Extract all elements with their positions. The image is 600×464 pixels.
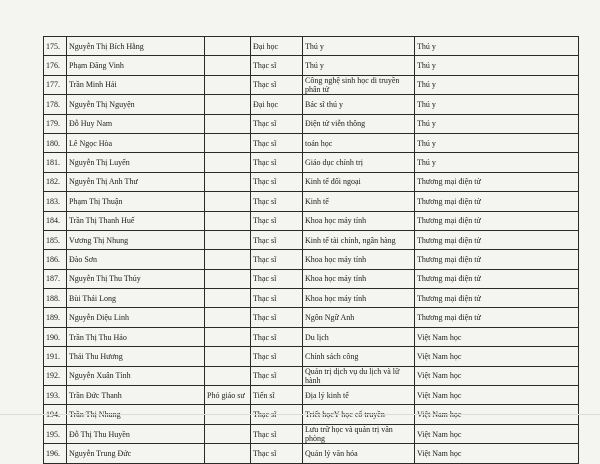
degree: Thạc sĩ [251, 133, 303, 152]
staff-table-body [44, 37, 579, 464]
table-row [44, 75, 579, 94]
row-number: 191. [44, 347, 67, 366]
academic-title [205, 192, 251, 211]
staff-name: Nguyễn Thị Nguyện [67, 95, 205, 114]
table-row [44, 230, 579, 249]
academic-title: Phó giáo sư [205, 386, 251, 405]
academic-title [205, 230, 251, 249]
academic-title [205, 172, 251, 191]
row-number: 178. [44, 95, 67, 114]
table-row [44, 250, 579, 269]
academic-title [205, 95, 251, 114]
staff-name: Vương Thị Nhung [67, 230, 205, 249]
academic-title [205, 114, 251, 133]
major: Du lịch [303, 327, 415, 346]
row-number: 190. [44, 327, 67, 346]
teaching-group: Thú y [415, 153, 579, 172]
row-number: 177. [44, 75, 67, 94]
academic-title [205, 37, 251, 56]
academic-title [205, 366, 251, 385]
major: Lưu trữ học và quản trị văn phòng [303, 424, 415, 443]
academic-title [205, 269, 251, 288]
staff-name: Trần Thị Thu Hảo [67, 327, 205, 346]
table-row [44, 153, 579, 172]
degree: Thạc sĩ [251, 192, 303, 211]
degree: Thạc sĩ [251, 153, 303, 172]
major: Khoa học máy tính [303, 250, 415, 269]
staff-name: Đỗ Huy Nam [67, 114, 205, 133]
staff-name: Nguyễn Xuân Tỉnh [67, 366, 205, 385]
degree: Thạc sĩ [251, 269, 303, 288]
teaching-group: Thú y [415, 114, 579, 133]
major: Khoa học máy tính [303, 289, 415, 308]
teaching-group: Thú y [415, 37, 579, 56]
table-row [44, 95, 579, 114]
table-row [44, 192, 579, 211]
degree: Thạc sĩ [251, 75, 303, 94]
degree: Thạc sĩ [251, 56, 303, 75]
staff-name: Phạm Đăng Vinh [67, 56, 205, 75]
teaching-group: Việt Nam học [415, 347, 579, 366]
table-row [44, 211, 579, 230]
academic-title [205, 347, 251, 366]
table-row [44, 37, 579, 56]
staff-name: Nguyễn Thị Anh Thư [67, 172, 205, 191]
row-number: 186. [44, 250, 67, 269]
staff-name: Đào Sơn [67, 250, 205, 269]
row-number: 188. [44, 289, 67, 308]
staff-name: Trần Minh Hải [67, 75, 205, 94]
table-row [44, 424, 579, 443]
major: Quản lý văn hóa [303, 444, 415, 463]
major: Kinh tế đối ngoại [303, 172, 415, 191]
major: toán học [303, 133, 415, 152]
table-row [44, 269, 579, 288]
academic-title [205, 444, 251, 463]
degree: Thạc sĩ [251, 114, 303, 133]
staff-table [43, 36, 579, 464]
degree: Thạc sĩ [251, 327, 303, 346]
major: Quản trị dịch vụ du lịch và lữ hành [303, 366, 415, 385]
teaching-group: Thú y [415, 56, 579, 75]
row-number: 196. [44, 444, 67, 463]
teaching-group: Thương mại điện tử [415, 250, 579, 269]
staff-name: Phạm Thị Thuận [67, 192, 205, 211]
major: Thú y [303, 37, 415, 56]
teaching-group: Thương mại điện tử [415, 308, 579, 327]
teaching-group: Việt Nam học [415, 366, 579, 385]
degree: Thạc sĩ [251, 347, 303, 366]
table-row [44, 289, 579, 308]
row-number: 180. [44, 133, 67, 152]
major: Điện tử viễn thông [303, 114, 415, 133]
teaching-group: Thương mại điện tử [415, 269, 579, 288]
teaching-group: Việt Nam học [415, 386, 579, 405]
teaching-group: Thương mại điện tử [415, 211, 579, 230]
degree: Thạc sĩ [251, 308, 303, 327]
table-row [44, 366, 579, 385]
teaching-group: Thú y [415, 75, 579, 94]
major: Chính sách công [303, 347, 415, 366]
row-number: 176. [44, 56, 67, 75]
staff-name: Thái Thu Hương [67, 347, 205, 366]
major: Bác sĩ thú y [303, 95, 415, 114]
major: Khoa học máy tính [303, 211, 415, 230]
degree: Thạc sĩ [251, 172, 303, 191]
table-row [44, 327, 579, 346]
page-fold-line [0, 414, 600, 415]
staff-name: Nguyễn Diệu Linh [67, 308, 205, 327]
row-number: 189. [44, 308, 67, 327]
table-row [44, 444, 579, 463]
academic-title [205, 153, 251, 172]
degree: Tiến sĩ [251, 386, 303, 405]
staff-name: Bùi Thái Long [67, 289, 205, 308]
row-number: 185. [44, 230, 67, 249]
table-row [44, 133, 579, 152]
academic-title [205, 289, 251, 308]
degree: Thạc sĩ [251, 250, 303, 269]
academic-title [205, 308, 251, 327]
table-row [44, 386, 579, 405]
teaching-group: Thương mại điện tử [415, 289, 579, 308]
teaching-group: Thú y [415, 133, 579, 152]
teaching-group: Thương mại điện tử [415, 172, 579, 191]
academic-title [205, 327, 251, 346]
staff-name: Đỗ Thị Thu Huyền [67, 424, 205, 443]
major: Kinh tế tài chính, ngân hàng [303, 230, 415, 249]
row-number: 192. [44, 366, 67, 385]
staff-name: Nguyễn Thị Thu Thủy [67, 269, 205, 288]
row-number: 187. [44, 269, 67, 288]
row-number: 193. [44, 386, 67, 405]
academic-title [205, 56, 251, 75]
staff-name: Lê Ngọc Hòa [67, 133, 205, 152]
teaching-group: Thú y [415, 95, 579, 114]
degree: Đại học [251, 95, 303, 114]
major: Giáo dục chính trị [303, 153, 415, 172]
staff-name: Trần Đức Thanh [67, 386, 205, 405]
table-row [44, 114, 579, 133]
row-number: 195. [44, 424, 67, 443]
major: Công nghệ sinh học di truyền phân tử [303, 75, 415, 94]
academic-title [205, 424, 251, 443]
degree: Thạc sĩ [251, 289, 303, 308]
teaching-group: Việt Nam học [415, 327, 579, 346]
row-number: 182. [44, 172, 67, 191]
academic-title [205, 250, 251, 269]
row-number: 179. [44, 114, 67, 133]
teaching-group: Việt Nam học [415, 424, 579, 443]
teaching-group: Thương mại điện tử [415, 230, 579, 249]
academic-title [205, 133, 251, 152]
table-row [44, 172, 579, 191]
degree: Đại học [251, 37, 303, 56]
teaching-group: Thương mại điện tử [415, 192, 579, 211]
degree: Thạc sĩ [251, 366, 303, 385]
staff-name: Trần Thị Thanh Huế [67, 211, 205, 230]
degree: Thạc sĩ [251, 230, 303, 249]
major: Ngôn Ngữ Anh [303, 308, 415, 327]
major: Địa lý kinh tế [303, 386, 415, 405]
row-number: 175. [44, 37, 67, 56]
degree: Thạc sĩ [251, 211, 303, 230]
degree: Thạc sĩ [251, 424, 303, 443]
row-number: 183. [44, 192, 67, 211]
major: Khoa học máy tính [303, 269, 415, 288]
table-row [44, 56, 579, 75]
staff-name: Nguyễn Trung Đức [67, 444, 205, 463]
staff-name: Nguyễn Thị Luyến [67, 153, 205, 172]
academic-title [205, 211, 251, 230]
table-row [44, 347, 579, 366]
degree: Thạc sĩ [251, 444, 303, 463]
teaching-group: Việt Nam học [415, 444, 579, 463]
staff-name: Nguyễn Thị Bích Hằng [67, 37, 205, 56]
major: Thú y [303, 56, 415, 75]
row-number: 181. [44, 153, 67, 172]
row-number: 184. [44, 211, 67, 230]
academic-title [205, 75, 251, 94]
major: Kinh tế [303, 192, 415, 211]
table-row [44, 308, 579, 327]
